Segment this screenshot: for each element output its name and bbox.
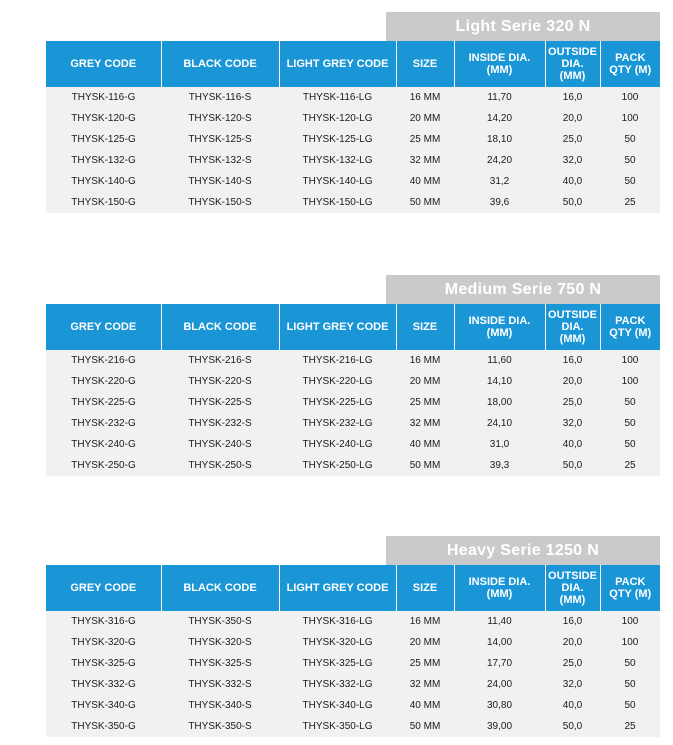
table-cell: THYSK-132-G bbox=[46, 150, 161, 171]
table-cell: 100 bbox=[600, 611, 660, 632]
column-header: LIGHT GREY CODE bbox=[279, 41, 396, 87]
table-row bbox=[46, 413, 660, 434]
table-cell: 24,00 bbox=[454, 674, 545, 695]
table-cell: THYSK-350-S bbox=[161, 611, 279, 632]
column-header: GREY CODE bbox=[46, 304, 161, 350]
light-serie-table bbox=[46, 41, 660, 213]
table-cell: THYSK-150-S bbox=[161, 192, 279, 213]
table-cell: 16 MM bbox=[396, 87, 454, 108]
table-cell: 32,0 bbox=[545, 674, 600, 695]
table-row bbox=[46, 87, 660, 108]
table-cell: THYSK-225-LG bbox=[279, 392, 396, 413]
table-cell: 39,6 bbox=[454, 192, 545, 213]
table-cell: 100 bbox=[600, 87, 660, 108]
table-cell: THYSK-216-G bbox=[46, 350, 161, 371]
table-cell: THYSK-116-S bbox=[161, 87, 279, 108]
table-cell: 31,2 bbox=[454, 171, 545, 192]
table-cell: 50 bbox=[600, 653, 660, 674]
series-title: Medium Serie 750 N bbox=[386, 275, 660, 304]
column-header: INSIDE DIA. (MM) bbox=[454, 41, 545, 87]
table-cell: 20 MM bbox=[396, 632, 454, 653]
table-cell: THYSK-325-S bbox=[161, 653, 279, 674]
table-cell: THYSK-350-G bbox=[46, 716, 161, 737]
table-cell: 14,20 bbox=[454, 108, 545, 129]
table-cell: 24,10 bbox=[454, 413, 545, 434]
table-cell: 14,00 bbox=[454, 632, 545, 653]
table-cell: THYSK-225-S bbox=[161, 392, 279, 413]
table-cell: THYSK-320-LG bbox=[279, 632, 396, 653]
column-header: INSIDE DIA. (MM) bbox=[454, 304, 545, 350]
table-row bbox=[46, 108, 660, 129]
table-cell: THYSK-140-S bbox=[161, 171, 279, 192]
table-row bbox=[46, 171, 660, 192]
table-cell: THYSK-225-G bbox=[46, 392, 161, 413]
table-cell: THYSK-150-G bbox=[46, 192, 161, 213]
table-cell: 30,80 bbox=[454, 695, 545, 716]
table-header-row bbox=[46, 304, 660, 350]
table-cell: THYSK-325-LG bbox=[279, 653, 396, 674]
table-cell: 25 bbox=[600, 455, 660, 476]
table-cell: THYSK-220-S bbox=[161, 371, 279, 392]
series-title: Light Serie 320 N bbox=[386, 12, 660, 41]
column-header: PACK QTY (M) bbox=[600, 304, 660, 350]
table-row bbox=[46, 392, 660, 413]
table-cell: 40,0 bbox=[545, 695, 600, 716]
table-cell: 16,0 bbox=[545, 611, 600, 632]
table-cell: 50,0 bbox=[545, 192, 600, 213]
table-cell: 25,0 bbox=[545, 392, 600, 413]
table-cell: THYSK-316-G bbox=[46, 611, 161, 632]
column-header: SIZE bbox=[396, 304, 454, 350]
table-row bbox=[46, 150, 660, 171]
table-cell: THYSK-120-G bbox=[46, 108, 161, 129]
table-cell: THYSK-140-LG bbox=[279, 171, 396, 192]
table-cell: 20,0 bbox=[545, 632, 600, 653]
table-cell: 50 MM bbox=[396, 192, 454, 213]
table-cell: THYSK-320-G bbox=[46, 632, 161, 653]
table-cell: 100 bbox=[600, 371, 660, 392]
column-header: LIGHT GREY CODE bbox=[279, 304, 396, 350]
table-cell: 50 bbox=[600, 434, 660, 455]
table-header-row bbox=[46, 565, 660, 611]
table-cell: THYSK-232-S bbox=[161, 413, 279, 434]
table-cell: 32 MM bbox=[396, 413, 454, 434]
column-header: OUTSIDE DIA. (MM) bbox=[545, 565, 600, 611]
table-row bbox=[46, 350, 660, 371]
table-cell: THYSK-132-S bbox=[161, 150, 279, 171]
table-cell: THYSK-232-G bbox=[46, 413, 161, 434]
table-cell: 25,0 bbox=[545, 129, 600, 150]
table-row bbox=[46, 674, 660, 695]
column-header: BLACK CODE bbox=[161, 304, 279, 350]
table-cell: 50 bbox=[600, 695, 660, 716]
table-cell: 50 bbox=[600, 150, 660, 171]
table-cell: THYSK-320-S bbox=[161, 632, 279, 653]
table-cell: THYSK-125-LG bbox=[279, 129, 396, 150]
table-row bbox=[46, 192, 660, 213]
table-row bbox=[46, 129, 660, 150]
table-cell: 50 bbox=[600, 129, 660, 150]
table-cell: 100 bbox=[600, 108, 660, 129]
table-cell: THYSK-220-LG bbox=[279, 371, 396, 392]
table-cell: THYSK-332-S bbox=[161, 674, 279, 695]
table-cell: 32,0 bbox=[545, 413, 600, 434]
table-row bbox=[46, 611, 660, 632]
table-cell: 14,10 bbox=[454, 371, 545, 392]
table-cell: 39,3 bbox=[454, 455, 545, 476]
column-header: SIZE bbox=[396, 565, 454, 611]
table-cell: THYSK-240-S bbox=[161, 434, 279, 455]
table-cell: 50 bbox=[600, 392, 660, 413]
table-cell: THYSK-250-LG bbox=[279, 455, 396, 476]
table-cell: 20 MM bbox=[396, 371, 454, 392]
table-cell: THYSK-240-G bbox=[46, 434, 161, 455]
table-cell: 32 MM bbox=[396, 674, 454, 695]
table-cell: 50 MM bbox=[396, 455, 454, 476]
table-cell: THYSK-125-S bbox=[161, 129, 279, 150]
column-header: PACK QTY (M) bbox=[600, 565, 660, 611]
table-cell: 20 MM bbox=[396, 108, 454, 129]
table-cell: THYSK-216-S bbox=[161, 350, 279, 371]
table-cell: 100 bbox=[600, 632, 660, 653]
table-cell: THYSK-325-G bbox=[46, 653, 161, 674]
table-cell: 25 bbox=[600, 192, 660, 213]
column-header: SIZE bbox=[396, 41, 454, 87]
table-cell: THYSK-332-LG bbox=[279, 674, 396, 695]
table-cell: THYSK-340-LG bbox=[279, 695, 396, 716]
table-cell: THYSK-216-LG bbox=[279, 350, 396, 371]
table-cell: 17,70 bbox=[454, 653, 545, 674]
table-cell: 50,0 bbox=[545, 716, 600, 737]
table-header-row bbox=[46, 41, 660, 87]
table-cell: 50 bbox=[600, 413, 660, 434]
column-header: PACK QTY (M) bbox=[600, 41, 660, 87]
medium-serie-table bbox=[46, 304, 660, 476]
table-cell: 32,0 bbox=[545, 150, 600, 171]
table-cell: 50 bbox=[600, 674, 660, 695]
heavy-serie-table bbox=[46, 565, 660, 737]
table-cell: 11,60 bbox=[454, 350, 545, 371]
table-cell: 18,00 bbox=[454, 392, 545, 413]
table-cell: 11,70 bbox=[454, 87, 545, 108]
table-cell: THYSK-150-LG bbox=[279, 192, 396, 213]
table-cell: 25 MM bbox=[396, 392, 454, 413]
table-cell: 16,0 bbox=[545, 350, 600, 371]
table-cell: THYSK-116-LG bbox=[279, 87, 396, 108]
column-header: OUTSIDE DIA. (MM) bbox=[545, 304, 600, 350]
table-cell: 50,0 bbox=[545, 455, 600, 476]
table-cell: THYSK-116-G bbox=[46, 87, 161, 108]
table-cell: 40 MM bbox=[396, 434, 454, 455]
table-cell: 25 MM bbox=[396, 129, 454, 150]
table-cell: THYSK-340-S bbox=[161, 695, 279, 716]
table-cell: THYSK-120-LG bbox=[279, 108, 396, 129]
column-header: OUTSIDE DIA. (MM) bbox=[545, 41, 600, 87]
table-row bbox=[46, 653, 660, 674]
table-cell: 16 MM bbox=[396, 350, 454, 371]
table-cell: 18,10 bbox=[454, 129, 545, 150]
table-cell: THYSK-316-LG bbox=[279, 611, 396, 632]
table-cell: THYSK-350-S bbox=[161, 716, 279, 737]
table-cell: 25 bbox=[600, 716, 660, 737]
table-cell: 40 MM bbox=[396, 171, 454, 192]
table-cell: THYSK-120-S bbox=[161, 108, 279, 129]
table-cell: 16 MM bbox=[396, 611, 454, 632]
table-cell: THYSK-250-G bbox=[46, 455, 161, 476]
table-cell: 40 MM bbox=[396, 695, 454, 716]
table-row bbox=[46, 695, 660, 716]
table-cell: 40,0 bbox=[545, 434, 600, 455]
table-cell: 50 MM bbox=[396, 716, 454, 737]
table-cell: THYSK-132-LG bbox=[279, 150, 396, 171]
column-header: BLACK CODE bbox=[161, 565, 279, 611]
column-header: LIGHT GREY CODE bbox=[279, 565, 396, 611]
table-row bbox=[46, 632, 660, 653]
table-cell: 24,20 bbox=[454, 150, 545, 171]
table-cell: THYSK-340-G bbox=[46, 695, 161, 716]
table-cell: 100 bbox=[600, 350, 660, 371]
table-cell: 31,0 bbox=[454, 434, 545, 455]
series-title: Heavy Serie 1250 N bbox=[386, 536, 660, 565]
table-cell: THYSK-140-G bbox=[46, 171, 161, 192]
table-cell: 20,0 bbox=[545, 108, 600, 129]
table-cell: THYSK-250-S bbox=[161, 455, 279, 476]
table-cell: 11,40 bbox=[454, 611, 545, 632]
table-cell: 25,0 bbox=[545, 653, 600, 674]
table-row bbox=[46, 434, 660, 455]
table-cell: THYSK-332-G bbox=[46, 674, 161, 695]
table-cell: THYSK-350-LG bbox=[279, 716, 396, 737]
table-cell: THYSK-125-G bbox=[46, 129, 161, 150]
column-header: BLACK CODE bbox=[161, 41, 279, 87]
table-cell: 50 bbox=[600, 171, 660, 192]
table-cell: 16,0 bbox=[545, 87, 600, 108]
table-cell: 32 MM bbox=[396, 150, 454, 171]
table-row bbox=[46, 455, 660, 476]
table-cell: THYSK-232-LG bbox=[279, 413, 396, 434]
column-header: INSIDE DIA. (MM) bbox=[454, 565, 545, 611]
column-header: GREY CODE bbox=[46, 565, 161, 611]
table-cell: 39,00 bbox=[454, 716, 545, 737]
table-cell: 20,0 bbox=[545, 371, 600, 392]
table-cell: 40,0 bbox=[545, 171, 600, 192]
table-cell: THYSK-220-G bbox=[46, 371, 161, 392]
column-header: GREY CODE bbox=[46, 41, 161, 87]
table-row bbox=[46, 716, 660, 737]
table-cell: 25 MM bbox=[396, 653, 454, 674]
table-cell: THYSK-240-LG bbox=[279, 434, 396, 455]
table-row bbox=[46, 371, 660, 392]
